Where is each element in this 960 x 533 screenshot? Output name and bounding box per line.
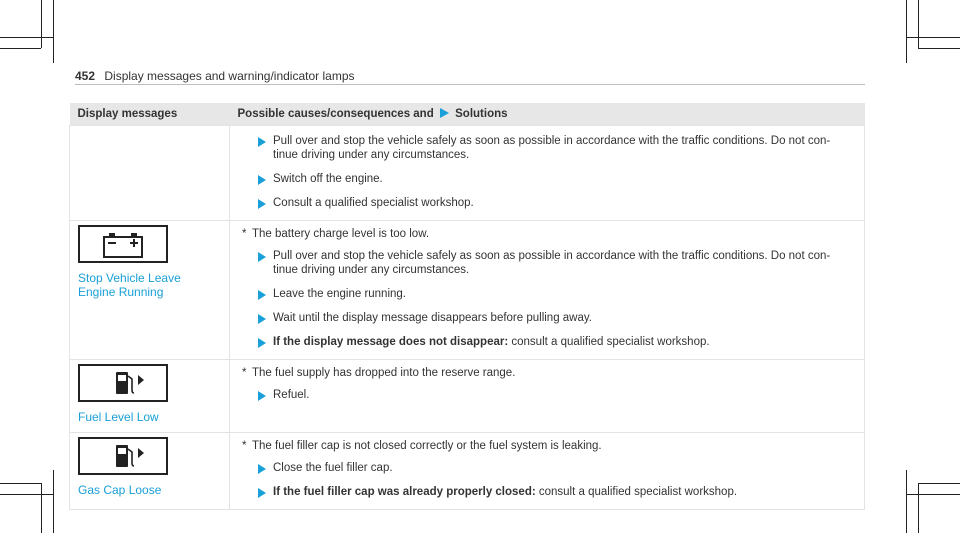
solution-step: Switch off the engine.	[238, 172, 856, 186]
page-title: Display messages and warning/indicator lamps	[104, 69, 355, 83]
crop-mark	[0, 483, 41, 484]
crop-mark	[906, 494, 960, 495]
page-number: 452	[75, 69, 96, 83]
crop-mark	[918, 483, 919, 533]
solution-step: Consult a qualified specialist workshop.	[238, 196, 856, 210]
crop-mark	[918, 0, 919, 48]
table-row	[70, 360, 865, 433]
crop-mark	[53, 470, 54, 533]
step-arrow-icon	[258, 137, 266, 147]
solution-step: If the display message does not disappear: consult a qualified specialist workshop.	[238, 335, 856, 349]
table-row	[70, 221, 865, 360]
solution-cell	[230, 221, 865, 360]
display-message-cell	[70, 433, 230, 510]
crop-mark	[906, 470, 907, 533]
fuel-pump-icon	[78, 364, 168, 402]
step-arrow-icon	[258, 290, 266, 300]
page-header	[75, 69, 355, 83]
step-arrow-icon	[258, 199, 266, 209]
display-message-label: Stop Vehicle Leave Engine Running	[78, 271, 181, 299]
battery-icon	[78, 225, 168, 263]
crop-mark	[0, 48, 41, 49]
solution-step: Pull over and stop the vehicle safely as soon as possible in accordance with the traffic conditions. Do not con- tinue driving under any circumstances.	[238, 134, 856, 162]
step-arrow-icon	[258, 488, 266, 498]
table-header-row	[70, 103, 865, 126]
cause-text: * The battery charge level is too low.	[242, 228, 430, 240]
step-arrow-icon	[258, 464, 266, 474]
cause-text: * The fuel filler cap is not closed correctly or the fuel system is leaking.	[242, 440, 602, 452]
crop-mark	[906, 0, 907, 63]
display-message-cell	[70, 360, 230, 433]
crop-mark	[41, 0, 42, 48]
causes-header-label: Possible causes/consequences and	[237, 108, 434, 120]
cause-text: * The fuel supply has dropped into the reserve range.	[242, 367, 516, 379]
crop-mark	[918, 483, 960, 484]
display-message-label: Gas Cap Loose	[78, 483, 162, 497]
display-messages-table	[69, 103, 865, 510]
crop-mark	[918, 48, 960, 49]
play-triangle-icon	[440, 108, 449, 118]
crop-mark	[53, 0, 54, 63]
crop-mark	[906, 37, 960, 38]
fuel-pump-icon	[78, 437, 168, 475]
solution-cell	[230, 433, 865, 510]
step-arrow-icon	[258, 175, 266, 185]
solution-step: Wait until the display message disappears before pulling away.	[238, 311, 856, 325]
solution-step: Leave the engine running.	[238, 287, 856, 301]
step-arrow-icon	[258, 391, 266, 401]
solution-step: Close the fuel filler cap.	[238, 461, 856, 475]
column-header-display-messages: Display messages	[70, 103, 230, 126]
solution-cell	[230, 360, 865, 433]
display-message-label: Fuel Level Low	[78, 410, 159, 424]
crop-mark	[41, 483, 42, 533]
solutions-header-label: Solutions	[455, 108, 508, 120]
step-arrow-icon	[258, 338, 266, 348]
display-message-cell	[70, 221, 230, 360]
table-row	[70, 433, 865, 510]
step-arrow-icon	[258, 314, 266, 324]
display-message-cell	[70, 126, 230, 221]
table-row	[70, 126, 865, 221]
solution-step: Pull over and stop the vehicle safely as soon as possible in accordance with the traffic conditions. Do not con- tinue driving under any circumstances.	[238, 249, 856, 277]
solution-cell	[230, 126, 865, 221]
solution-step: Refuel.	[238, 388, 856, 402]
header-rule	[75, 84, 865, 85]
crop-mark	[0, 37, 53, 38]
solution-step: If the fuel filler cap was already properly closed: consult a qualified specialist workshop.	[238, 485, 856, 499]
column-header-causes	[230, 103, 865, 126]
crop-mark	[0, 494, 53, 495]
step-arrow-icon	[258, 252, 266, 262]
